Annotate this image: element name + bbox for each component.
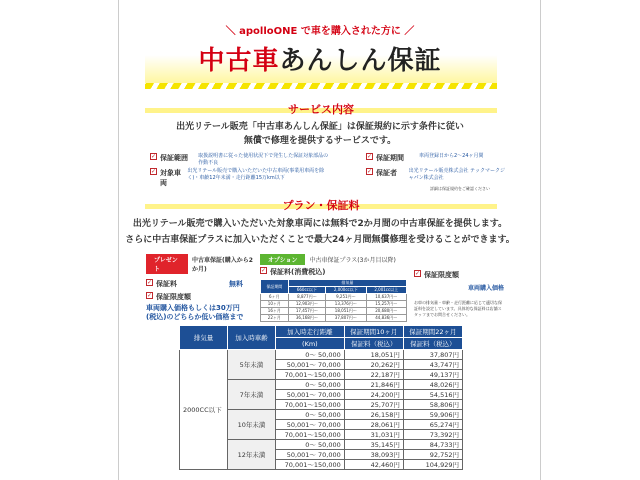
table-cell: 49,137円 — [403, 370, 462, 380]
table-cell: 0～ 50,000 — [276, 350, 345, 360]
table-cell: 16ヶ月 — [261, 308, 289, 315]
vehicle-age-cell: 7年未満 — [228, 380, 276, 410]
checkbox-icon: ✓ — [367, 153, 373, 160]
checkbox-icon: ✓ — [151, 153, 157, 160]
table-cell: 10ヶ月 — [261, 301, 289, 308]
table-cell: 22,187円 — [344, 370, 403, 380]
table-cell: 15,257円～ — [366, 301, 406, 308]
table-cell: 50,001～ 70,000 — [276, 450, 345, 460]
table-cell: 9,251円～ — [326, 294, 366, 301]
service-note: 詳細は保証規約をご確認ください — [430, 186, 490, 191]
table-cell: 37,807円～ — [326, 315, 366, 322]
table-cell: 43,747円 — [403, 360, 462, 370]
service-item: ✓ 保証者 出光リテール販売株式会社 テックマークジャパン株式会社 — [367, 168, 506, 181]
table-cell: 73,392円 — [403, 430, 462, 440]
table-cell: 104,929円 — [403, 460, 462, 470]
table-cell: 70,001～150,000 — [276, 370, 345, 380]
checkbox-icon: ✓ — [367, 168, 373, 175]
table-cell: 42,460円 — [344, 460, 403, 470]
checkbox-icon: ✓ — [147, 292, 153, 299]
checkbox-icon: ✓ — [151, 168, 157, 175]
service-item: ✓ 対象車両 出光リテール販売で購入いただいた中古車両(事業用車両を除く)・車齢12年未満・走行距離15万km以下 — [151, 168, 325, 187]
table-row — [261, 294, 407, 301]
tagline: ＼ apolloONE で車を購入された方に ／ — [225, 26, 415, 37]
table-cell: 21,846円 — [344, 380, 403, 390]
table-cell: 20,262円 — [344, 360, 403, 370]
plan-heading: プラン・保証料 — [145, 197, 497, 213]
table-cell: 28,061円 — [344, 420, 403, 430]
checkbox-icon: ✓ — [147, 279, 153, 286]
table-cell: 18,051円 — [344, 350, 403, 360]
table-cell: 26,158円 — [344, 410, 403, 420]
table-cell: 50,001～ 70,000 — [276, 420, 345, 430]
table-cell: 10,637円～ — [366, 294, 406, 301]
table-cell: 0～ 50,000 — [276, 410, 345, 420]
displacement-cell: 2000CC以下 — [180, 350, 228, 470]
table-cell: 50,001～ 70,000 — [276, 360, 345, 370]
service-description: 出光リテール販売「中古車あんしん保証」は保証規約に示す条件に従い 無償で修理を提供するサービスです。 — [176, 122, 464, 146]
table-row — [180, 350, 463, 360]
service-item: ✓ 保証期間 車両登録日から2～24ヶ月間 — [367, 153, 484, 162]
table-cell: 70,001～150,000 — [276, 400, 345, 410]
table-cell: 38,093円 — [344, 450, 403, 460]
warranty-fee-table: 排気量 加入時車齢 加入時走行距離 保証期間10ヶ月 保証期間22ヶ月 (Km) 保証料（税込） 保証料（税込） 2000CC以下 5年未満 0～ 50,000 18,051円 37,807円 50,001～ 70,000 20,262円 43,747円 70,001～150,000 22,187円 49,137円 7年未満 0～ 50,000 21,846円 48,026円 50,001～ 70,000 24,200円 54,516円 70,001～150,000 25,707円 58,806円 10年未満 0～ 50,000 26,158円 59,906円 50,001～ 70,000 28,061円 65,274円 70,001～150,000 31,031円 73,392円 12年未満 0～ 50,000 35,145円 84,733円 50,001～ 70,000 38,093円 92,752円 70,001～150,000 42,460円 104,929円 — [179, 325, 463, 470]
plan-description: 出光リテール販売で購入いただいた対象車両には無料で2か月間の中古車保証を提供します。 さらに中古車保証プラスに加入いただくことで最大24ヶ月間無償修理を受けることができます。 — [125, 219, 515, 245]
table-row — [261, 315, 407, 322]
table-row — [261, 308, 407, 315]
checkbox-icon: ✓ — [261, 267, 267, 274]
table-cell: 50,001～ 70,000 — [276, 390, 345, 400]
table-cell: 70,001～150,000 — [276, 430, 345, 440]
table-cell: 65,274円 — [403, 420, 462, 430]
present-plan: プレゼント 中古車保証(購入から2か月) ✓ 保証料 無料 ✓ 保証限度額 車両購入価格もしくは30万円(税込)のどちらか低い価格まで — [146, 254, 258, 322]
table-cell: 0～ 50,000 — [276, 440, 345, 450]
page-title: 中古車あんしん保証 — [198, 46, 442, 76]
table-cell: 35,145円 — [344, 440, 403, 450]
checkbox-icon: ✓ — [415, 270, 421, 277]
table-cell: 22ヶ月 — [261, 315, 289, 322]
table-cell: 44,836円～ — [366, 315, 406, 322]
table-cell: 24,200円 — [344, 390, 403, 400]
table-cell: 31,031円 — [344, 430, 403, 440]
vehicle-age-cell: 5年未満 — [228, 350, 276, 380]
table-cell: 36,168円～ — [288, 315, 325, 322]
service-item: ✓ 保証範囲 取扱説明書に従った使用状況下で発生した保証対象部品の作動不良 — [151, 153, 329, 166]
caution-stripes — [145, 83, 497, 89]
table-cell: 13,376円～ — [326, 301, 366, 308]
vehicle-age-cell: 12年未満 — [228, 440, 276, 470]
table-cell: 59,906円 — [403, 410, 462, 420]
vehicle-age-cell: 10年未満 — [228, 410, 276, 440]
option-limit: ✓ 保証限度額 車両購入価格 お車の排気量・車齢・走行距離に応じて適切な保証料を設定しています。具体的な保証料は店舗スタッフまでお問合せください。 — [414, 270, 504, 317]
table-cell: 6ヶ月 — [261, 294, 289, 301]
table-cell: 12,903円～ — [288, 301, 325, 308]
table-cell: 0～ 50,000 — [276, 380, 345, 390]
table-cell: 8,877円～ — [288, 294, 325, 301]
table-cell: 54,516円 — [403, 390, 462, 400]
table-row — [261, 301, 407, 308]
option-plan: オプション 中古車保証プラス(3か月目以降) ✓ 保証料(消費税込) — [260, 254, 410, 277]
table-cell: 37,807円 — [403, 350, 462, 360]
table-cell: 48,026円 — [403, 380, 462, 390]
table-cell: 70,001～150,000 — [276, 460, 345, 470]
service-heading: サービス内容 — [145, 101, 497, 117]
table-cell: 92,752円 — [403, 450, 462, 460]
table-cell: 20,680円～ — [366, 308, 406, 315]
table-cell: 25,707円 — [344, 400, 403, 410]
table-cell: 17,457円～ — [288, 308, 325, 315]
table-cell: 84,733円 — [403, 440, 462, 450]
table-cell: 18,051円～ — [326, 308, 366, 315]
option-fee-table: 保証期間 排気量 660cc以下 2,000cc以下 2,001cc以上 6ヶ月 8,877円～ 9,251円～ 10,637円～ 10ヶ月 12,903円～ 13,376円～ 15,257円～ 16ヶ月 17,457円～ 18,051円～ 20,680円～ 22ヶ月 36,168円～ 37,807円～ 44,836円～ — [260, 279, 407, 322]
table-cell: 58,806円 — [403, 400, 462, 410]
